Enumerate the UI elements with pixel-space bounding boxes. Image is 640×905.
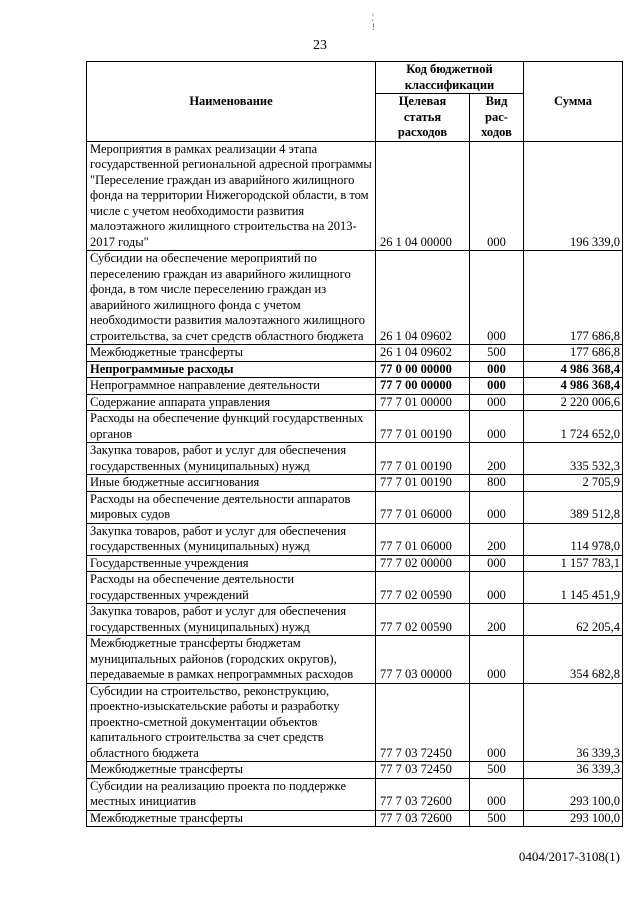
row-kind: 000 bbox=[470, 394, 524, 411]
table-body bbox=[87, 141, 623, 827]
row-kind: 000 bbox=[470, 636, 524, 684]
table-row bbox=[87, 394, 623, 411]
row-kind: 000 bbox=[470, 491, 524, 523]
row-name: Содержание аппарата управления bbox=[87, 394, 376, 411]
table-row bbox=[87, 443, 623, 475]
row-sum: 177 686,8 bbox=[524, 251, 623, 345]
row-name: Расходы на обеспечение деятельности аппаратов мировых судов bbox=[87, 491, 376, 523]
row-code: 77 7 01 06000 bbox=[376, 491, 470, 523]
row-name: Расходы на обеспечение функций государственных органов bbox=[87, 411, 376, 443]
row-name: Межбюджетные трансферты bbox=[87, 810, 376, 827]
row-sum: 62 205,4 bbox=[524, 604, 623, 636]
row-kind: 500 bbox=[470, 762, 524, 779]
row-sum: 1 724 652,0 bbox=[524, 411, 623, 443]
header-name: Наименование bbox=[87, 62, 376, 142]
row-name: Субсидии на реализацию проекта по поддержке местных инициатив bbox=[87, 778, 376, 810]
row-kind: 000 bbox=[470, 572, 524, 604]
document-code: 0404/2017-3108(1) bbox=[518, 849, 620, 864]
row-name: Непрограммные расходы bbox=[87, 361, 376, 378]
table-row bbox=[87, 251, 623, 345]
row-sum: 36 339,3 bbox=[524, 683, 623, 762]
table-row bbox=[87, 523, 623, 555]
row-name: Межбюджетные трансферты bbox=[87, 762, 376, 779]
row-kind: 200 bbox=[470, 443, 524, 475]
table-row bbox=[87, 683, 623, 762]
row-kind: 500 bbox=[470, 345, 524, 362]
row-kind: 200 bbox=[470, 523, 524, 555]
table-row bbox=[87, 636, 623, 684]
row-name: Межбюджетные трансферты bbox=[87, 345, 376, 362]
row-code: 77 7 00 00000 bbox=[376, 378, 470, 395]
row-kind: 000 bbox=[470, 683, 524, 762]
row-code: 77 7 03 00000 bbox=[376, 636, 470, 684]
row-sum: 2 705,9 bbox=[524, 475, 623, 492]
row-code: 77 7 01 00190 bbox=[376, 475, 470, 492]
table-row bbox=[87, 810, 623, 827]
row-name: Закупка товаров, работ и услуг для обеспечения государственных (муниципальных) нужд bbox=[87, 443, 376, 475]
row-name: Закупка товаров, работ и услуг для обеспечения государственных (муниципальных) нужд bbox=[87, 523, 376, 555]
row-name: Расходы на обеспечение деятельности государственных учреждений bbox=[87, 572, 376, 604]
row-code: 77 7 01 00190 bbox=[376, 411, 470, 443]
table-row bbox=[87, 345, 623, 362]
table-row bbox=[87, 491, 623, 523]
row-sum: 1 157 783,1 bbox=[524, 555, 623, 572]
row-sum: 196 339,0 bbox=[524, 141, 623, 251]
row-kind: 000 bbox=[470, 411, 524, 443]
row-code: 77 7 03 72450 bbox=[376, 683, 470, 762]
row-name: Непрограммное направление деятельности bbox=[87, 378, 376, 395]
budget-table bbox=[86, 61, 623, 827]
table-row bbox=[87, 572, 623, 604]
corner-mark: ¦ ! bbox=[372, 12, 375, 32]
row-name: Субсидии на строительство, реконструкцию, проектно-изыскательские работы и разработку проектно-сметной документации объектов капитального строительства за счет средств областного бюджета bbox=[87, 683, 376, 762]
table-row bbox=[87, 378, 623, 395]
row-code: 26 1 04 09602 bbox=[376, 251, 470, 345]
row-code: 77 7 01 06000 bbox=[376, 523, 470, 555]
row-sum: 2 220 006,6 bbox=[524, 394, 623, 411]
row-kind: 200 bbox=[470, 604, 524, 636]
row-sum: 36 339,3 bbox=[524, 762, 623, 779]
table-row bbox=[87, 141, 623, 251]
row-sum: 293 100,0 bbox=[524, 778, 623, 810]
table-row bbox=[87, 475, 623, 492]
row-sum: 4 986 368,4 bbox=[524, 378, 623, 395]
row-kind: 000 bbox=[470, 141, 524, 251]
row-code: 77 7 01 00000 bbox=[376, 394, 470, 411]
row-code: 77 7 02 00590 bbox=[376, 604, 470, 636]
row-sum: 335 532,3 bbox=[524, 443, 623, 475]
row-kind: 000 bbox=[470, 555, 524, 572]
row-code: 77 7 02 00000 bbox=[376, 555, 470, 572]
header-target: Целевая статья расходов bbox=[376, 94, 470, 142]
row-code: 77 0 00 00000 bbox=[376, 361, 470, 378]
row-sum: 177 686,8 bbox=[524, 345, 623, 362]
row-code: 26 1 04 00000 bbox=[376, 141, 470, 251]
row-name: Закупка товаров, работ и услуг для обеспечения государственных (муниципальных) нужд bbox=[87, 604, 376, 636]
row-name: Иные бюджетные ассигнования bbox=[87, 475, 376, 492]
row-kind: 000 bbox=[470, 251, 524, 345]
row-name: Субсидии на обеспечение мероприятий по переселению граждан из аварийного жилищного фонда, в том числе переселению граждан из аварийного жилищного фонда с учетом необходимости развития малоэтажного жилищного строительства, за счет средств областного бюджета bbox=[87, 251, 376, 345]
page-number: 23 bbox=[313, 38, 327, 53]
row-sum: 4 986 368,4 bbox=[524, 361, 623, 378]
row-sum: 354 682,8 bbox=[524, 636, 623, 684]
row-kind: 800 bbox=[470, 475, 524, 492]
table-row bbox=[87, 604, 623, 636]
header-kind: Вид рас-ходов bbox=[470, 94, 524, 142]
row-sum: 389 512,8 bbox=[524, 491, 623, 523]
row-code: 77 7 03 72600 bbox=[376, 778, 470, 810]
row-sum: 114 978,0 bbox=[524, 523, 623, 555]
header-sum: Сумма bbox=[524, 62, 623, 142]
table-row bbox=[87, 762, 623, 779]
row-sum: 1 145 451,9 bbox=[524, 572, 623, 604]
table-row bbox=[87, 778, 623, 810]
table-row bbox=[87, 361, 623, 378]
row-kind: 000 bbox=[470, 361, 524, 378]
table-row bbox=[87, 555, 623, 572]
row-kind: 000 bbox=[470, 778, 524, 810]
row-name: Межбюджетные трансферты бюджетам муниципальных районов (городских округов), передаваемые в рамках непрограммных расходов bbox=[87, 636, 376, 684]
row-code: 77 7 02 00590 bbox=[376, 572, 470, 604]
row-code: 77 7 03 72600 bbox=[376, 810, 470, 827]
row-kind: 000 bbox=[470, 378, 524, 395]
row-code: 26 1 04 09602 bbox=[376, 345, 470, 362]
row-name: Мероприятия в рамках реализации 4 этапа государственной региональной адресной программы "Переселение граждан из аварийного жилищного фонда на территории Нижегородской области, в том числе с учетом необходимости развития малоэтажного жилищного строительства на 2013-2017 годы" bbox=[87, 141, 376, 251]
header-code-group: Код бюджетной классификации bbox=[376, 62, 524, 94]
row-sum: 293 100,0 bbox=[524, 810, 623, 827]
header-row bbox=[87, 62, 623, 94]
row-name: Государственные учреждения bbox=[87, 555, 376, 572]
row-kind: 500 bbox=[470, 810, 524, 827]
table-row bbox=[87, 411, 623, 443]
row-code: 77 7 03 72450 bbox=[376, 762, 470, 779]
row-code: 77 7 01 00190 bbox=[376, 443, 470, 475]
